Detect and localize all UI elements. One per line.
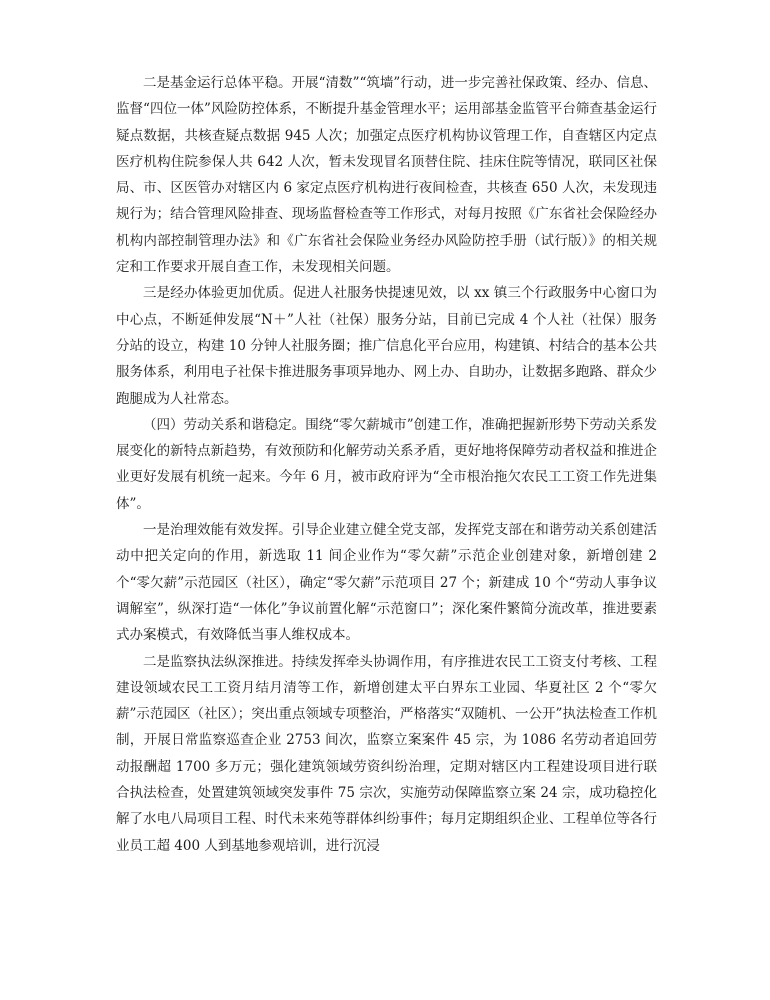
paragraph-fund-operation: 二是基金运行总体平稳。开展“清数”“筑墙”行动，进一步完善社保政策、经办、信息、监督“四位一体”风险防控体系，不断提升基金管理水平；运用部基金监管平台筛查基金运行疑点数据，共核查疑点数据 945 人次；加强定点医疗机构协议管理工作，自查辖区内定点医疗机构住院参保人共 642 人次，暂未发现冒名顶替住院、挂床住院等情况，联同区社保局、市、区医管办对辖区内 6 家定点医疗机构进行夜间检查，共核查 650 人次，未发现违规行为；结合管理风险排查、现场监督检查等工作形式，对每月按照《广东省社会保险经办机构内部控制管理办法》和《广东省社会保险业务经办风险防控手册（试行版）》的相关规定和工作要求开展自查工作，未发现相关问题。: [116, 75, 657, 276]
paragraph-labor-relations: （四）劳动关系和谐稳定。围绕“零欠薪城市”创建工作，准确把握新形势下劳动关系发展变化的新特点新趋势，有效预防和化解劳动关系矛盾，更好地将保障劳动者权益和推进企业更好发展有机统一起来。今年 6 月，被市政府评为“全市根治拖欠农民工工资工作先进集体”。: [116, 416, 657, 512]
paragraph-service-experience: 三是经办体验更加优质。促进人社服务快提速见效，以 xx 镇三个行政服务中心窗口为中心点，不断延伸发展“N＋”人社（社保）服务分站，目前已完成 4 个人社（社保）服务分站的设立，构建 10 分钟人社服务圈；推广信息化平台应用，构建镇、村结合的基本公共服务体系，利用电子社保卡推进服务事项异地办、网上办、自助办，让数据多跑路、群众少跑腿成为人社常态。: [116, 285, 657, 407]
document-body: [116, 70, 657, 859]
paragraph-governance-efficiency: 一是治理效能有效发挥。引导企业建立健全党支部，发挥党支部在和谐劳动关系创建活动中把关定向的作用，新选取 11 间企业作为“零欠薪”示范企业创建对象，新增创建 2 个“零欠薪”示范园区（社区），确定“零欠薪”示范项目 27 个；新建成 10 个“劳动人事争议调解室”，纵深打造“一体化”争议前置化解“示范窗口”；深化案件繁简分流改革，推进要素式办案模式，有效降低当事人维权成本。: [116, 522, 657, 644]
paragraph-law-enforcement: 二是监察执法纵深推进。持续发挥牵头协调作用，有序推进农民工工资支付考核、工程建设领域农民工工资月结月清等工作，新增创建太平白界东工业园、华夏社区 2 个“零欠薪”示范园区（社区）；突出重点领域专项整治，严格落实“双随机、一公开”执法检查工作机制，开展日常监察巡查企业 2753 间次，监察立案案件 45 宗，为 1086 名劳动者追回劳动报酬超 1700 多万元；强化建筑领域劳资纠纷治理，定期对辖区内工程建设项目进行联合执法检查，处置建筑领域突发事件 75 宗次，实施劳动保障监察立案 24 宗，成功稳控化解了水电八局项目工程、时代未来苑等群体纠纷事件；每月定期组织企业、工程单位等各行业员工超 400 人到基地参观培训，进行沉浸: [116, 653, 657, 854]
